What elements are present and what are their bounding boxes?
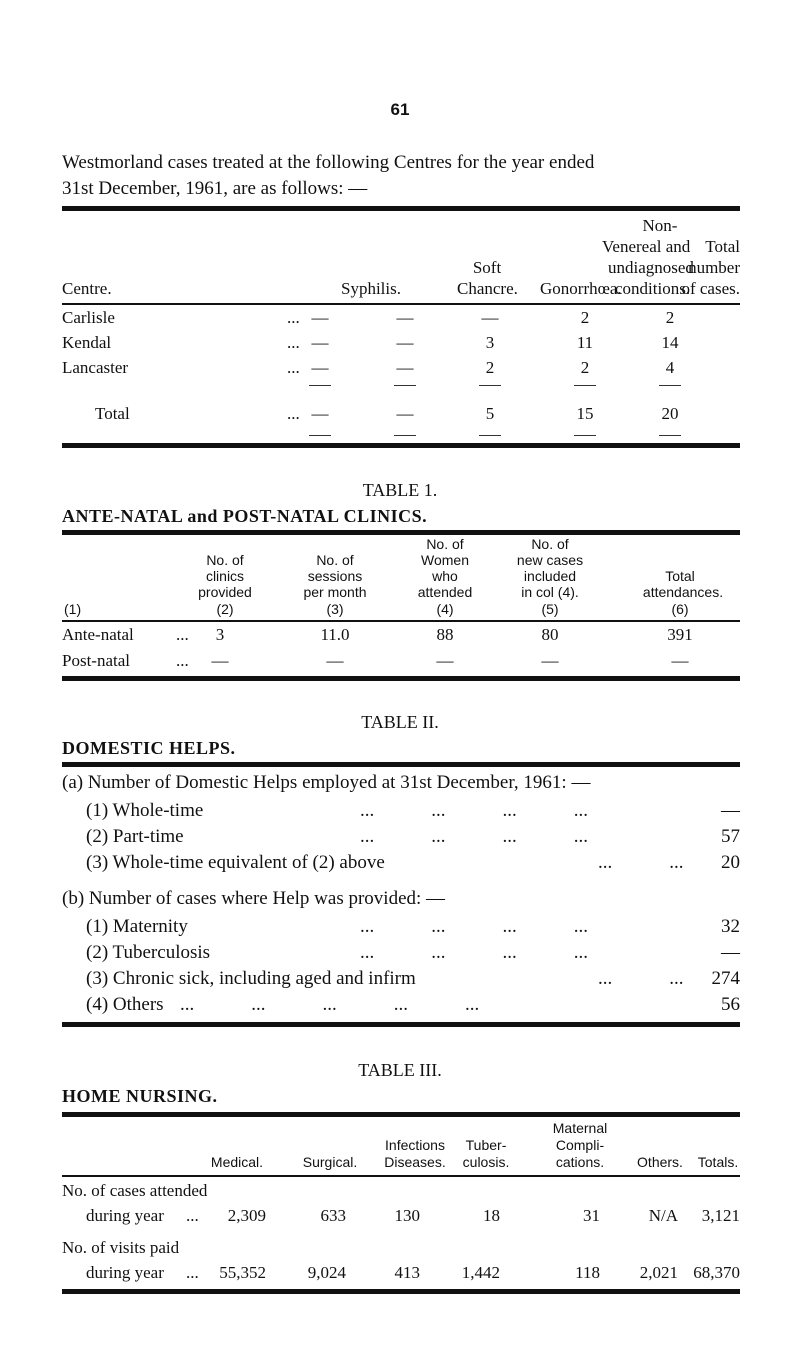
item-label: (3) Chronic sick, including aged and infirm bbox=[86, 968, 416, 989]
col-header-total-2: number bbox=[688, 258, 740, 277]
item-label: (3) Whole-time equivalent of (2) above bbox=[86, 852, 385, 873]
row-sessions: 11.0 bbox=[320, 625, 350, 644]
row-medical: 2,309 bbox=[227, 1206, 266, 1225]
col-header-tuberculosis: culosis. bbox=[462, 1154, 510, 1170]
leader-dots: ... ... ... ... bbox=[360, 800, 588, 821]
row-label: Ante-natal bbox=[62, 625, 134, 644]
row-label: No. of visits paid bbox=[62, 1238, 180, 1257]
item-label: (2) Part-time bbox=[86, 826, 184, 847]
subtotal-rule bbox=[574, 435, 596, 436]
row-label: during year bbox=[86, 1206, 164, 1225]
row-others: 2,021 bbox=[639, 1263, 678, 1282]
total-nonvenereal: 15 bbox=[576, 404, 594, 423]
row-tuberculosis: 18 bbox=[483, 1206, 500, 1225]
col-header-5: included bbox=[523, 568, 577, 584]
row-total: 14 bbox=[661, 333, 679, 352]
row-gonorrhoea: 2 bbox=[485, 358, 495, 377]
col-header-4: who bbox=[432, 568, 458, 584]
col-header-syphilis: Syphilis. bbox=[341, 279, 401, 298]
row-women: — bbox=[436, 651, 454, 670]
row-chancre: — bbox=[396, 308, 414, 327]
row-syphilis: — bbox=[311, 308, 329, 327]
col-header-5: No. of bbox=[531, 536, 569, 552]
col-header-tuberculosis: Tuber- bbox=[465, 1137, 507, 1153]
table3-label: TABLE III. bbox=[358, 1060, 442, 1080]
row-totals: 3,121 bbox=[701, 1206, 740, 1225]
col-header-4: (4) bbox=[436, 601, 454, 617]
col-header-maternal: Compli- bbox=[555, 1137, 605, 1153]
header-rule bbox=[62, 1175, 740, 1177]
item-label: (1) Whole-time bbox=[86, 800, 204, 821]
col-header-infections: Diseases. bbox=[384, 1154, 446, 1170]
col-header-nonvenereal-4: conditions. bbox=[615, 279, 691, 298]
subtotal-rule bbox=[309, 435, 331, 436]
row-attendances: — bbox=[671, 651, 689, 670]
row-women: 88 bbox=[436, 625, 454, 644]
total-chancre: — bbox=[396, 404, 414, 423]
table1-title: ANTE-NATAL and POST-NATAL CLINICS. bbox=[62, 506, 428, 526]
table-top-rule bbox=[62, 1112, 740, 1117]
row-infections: 130 bbox=[394, 1206, 420, 1225]
item-value: — bbox=[721, 942, 740, 963]
subtotal-rule bbox=[574, 385, 596, 386]
subtotal-rule bbox=[394, 435, 416, 436]
row-syphilis: — bbox=[311, 358, 329, 377]
table2-label: TABLE II. bbox=[361, 712, 439, 732]
total-label: Total bbox=[95, 404, 130, 423]
row-sessions: — bbox=[326, 651, 344, 670]
table3-title: HOME NURSING. bbox=[62, 1086, 218, 1106]
table-top-rule bbox=[62, 530, 740, 535]
item-label: (4) Others bbox=[86, 994, 164, 1015]
leader-dots: ... bbox=[287, 308, 300, 327]
col-header-5: new cases bbox=[516, 552, 584, 568]
col-header-5: (5) bbox=[541, 601, 559, 617]
row-gonorrhoea: 3 bbox=[485, 333, 495, 352]
col-header-4: No. of bbox=[426, 536, 464, 552]
item-value: 57 bbox=[721, 826, 740, 847]
row-centre: Lancaster bbox=[62, 358, 129, 377]
table-bottom-rule bbox=[62, 1022, 740, 1027]
row-label: No. of cases attended bbox=[62, 1181, 208, 1200]
row-attendances: 391 bbox=[667, 625, 693, 644]
item-value: 274 bbox=[711, 968, 740, 989]
table2-title: DOMESTIC HELPS. bbox=[62, 738, 236, 758]
row-label: Post-natal bbox=[62, 651, 130, 670]
col-header-maternal: cations. bbox=[555, 1154, 605, 1170]
row-maternal: 118 bbox=[575, 1263, 600, 1282]
section-b-heading: (b) Number of cases where Help was provided: — bbox=[62, 888, 446, 909]
row-new-cases: — bbox=[541, 651, 559, 670]
col-header-nonvenereal-3: undiagnosed bbox=[608, 258, 694, 277]
table-bottom-rule bbox=[62, 676, 740, 681]
total-total: 20 bbox=[661, 404, 679, 423]
intro-line-2: 31st December, 1961, are as follows: — bbox=[62, 178, 368, 199]
item-label: (1) Maternity bbox=[86, 916, 188, 937]
row-clinics: 3 bbox=[215, 625, 225, 644]
col-header-4: attended bbox=[417, 584, 473, 600]
table1-label: TABLE 1. bbox=[362, 480, 438, 500]
col-header-6: attendances. bbox=[642, 584, 724, 600]
col-header-others: Others. bbox=[637, 1154, 683, 1170]
item-value: 32 bbox=[721, 916, 740, 937]
col-header-nonvenereal-2: Venereal and bbox=[602, 237, 691, 256]
col-header-totals: Totals. bbox=[697, 1154, 739, 1170]
leader-dots: ... ... ... ... bbox=[360, 942, 588, 963]
col-header-maternal: Maternal bbox=[552, 1120, 608, 1136]
leader-dots: ... ... ... ... bbox=[360, 916, 588, 937]
col-header-2: (2) bbox=[216, 601, 234, 617]
col-header-total-1: Total bbox=[705, 237, 740, 256]
leader-dots: ... bbox=[186, 1206, 199, 1225]
leader-dots: ... ... ... ... ... bbox=[180, 994, 480, 1015]
row-syphilis: — bbox=[311, 333, 329, 352]
col-header-chancre-1: Soft bbox=[472, 258, 502, 277]
subtotal-rule bbox=[659, 435, 681, 436]
leader-dots: ... ... ... ... bbox=[360, 826, 588, 847]
leader-dots: ... ... bbox=[598, 968, 684, 989]
row-medical: 55,352 bbox=[219, 1263, 266, 1282]
table-bottom-rule bbox=[62, 443, 740, 448]
col-header-chancre-2: Chancre. bbox=[457, 279, 518, 298]
table-top-rule bbox=[62, 206, 740, 211]
col-header-gonorrhoea: Gonorrhœa. bbox=[540, 279, 622, 298]
col-header-surgical: Surgical. bbox=[302, 1154, 358, 1170]
col-header-2: provided bbox=[198, 584, 252, 600]
item-value: 20 bbox=[721, 852, 740, 873]
page-number: 61 bbox=[390, 100, 410, 119]
col-header-1: (1) bbox=[64, 601, 82, 617]
table-bottom-rule bbox=[62, 1289, 740, 1294]
leader-dots: ... bbox=[176, 651, 189, 670]
table-top-rule bbox=[62, 762, 740, 767]
col-header-2: clinics bbox=[205, 568, 245, 584]
leader-dots: ... bbox=[287, 404, 300, 423]
col-header-4: Women bbox=[421, 552, 469, 568]
item-value: — bbox=[721, 800, 740, 821]
col-header-2: No. of bbox=[206, 552, 244, 568]
col-header-3: per month bbox=[303, 584, 367, 600]
row-nonvenereal: 2 bbox=[580, 358, 590, 377]
col-header-6: Total bbox=[665, 568, 695, 584]
row-nonvenereal: 2 bbox=[580, 308, 590, 327]
subtotal-rule bbox=[479, 435, 501, 436]
row-chancre: — bbox=[396, 333, 414, 352]
col-header-medical: Medical. bbox=[210, 1154, 264, 1170]
row-totals: 68,370 bbox=[693, 1263, 740, 1282]
subtotal-rule bbox=[394, 385, 416, 386]
col-header-total-3: of cases. bbox=[681, 279, 740, 298]
row-nonvenereal: 11 bbox=[576, 333, 594, 352]
subtotal-rule bbox=[479, 385, 501, 386]
total-syphilis: — bbox=[311, 404, 329, 423]
item-value: 56 bbox=[721, 994, 740, 1015]
col-header-centre: Centre. bbox=[62, 279, 112, 298]
leader-dots: ... bbox=[287, 333, 300, 352]
col-header-3: No. of bbox=[316, 552, 354, 568]
col-header-3: (3) bbox=[326, 601, 344, 617]
col-header-infections: Infections bbox=[385, 1137, 445, 1153]
row-others: N/A bbox=[648, 1206, 678, 1225]
row-surgical: 9,024 bbox=[307, 1263, 346, 1282]
row-tuberculosis: 1,442 bbox=[461, 1263, 500, 1282]
leader-dots: ... bbox=[176, 625, 189, 644]
col-header-3: sessions bbox=[307, 568, 363, 584]
leader-dots: ... bbox=[186, 1263, 199, 1282]
row-maternal: 31 bbox=[583, 1206, 600, 1225]
row-infections: 413 bbox=[394, 1263, 420, 1282]
col-header-nonvenereal-1: Non- bbox=[642, 216, 678, 235]
header-rule bbox=[62, 620, 740, 622]
total-gonorrhoea: 5 bbox=[485, 404, 495, 423]
row-surgical: 633 bbox=[320, 1206, 346, 1225]
row-new-cases: 80 bbox=[541, 625, 559, 644]
row-chancre: — bbox=[396, 358, 414, 377]
leader-dots: ... bbox=[287, 358, 300, 377]
row-total: 2 bbox=[665, 308, 675, 327]
subtotal-rule bbox=[309, 385, 331, 386]
row-centre: Carlisle bbox=[62, 308, 115, 327]
row-total: 4 bbox=[665, 358, 675, 377]
row-clinics: — bbox=[211, 651, 229, 670]
leader-dots: ... ... bbox=[598, 852, 684, 873]
section-a-heading: (a) Number of Domestic Helps employed at 31st December, 1961: — bbox=[62, 772, 591, 793]
item-label: (2) Tuberculosis bbox=[86, 942, 211, 963]
col-header-5: in col (4). bbox=[521, 584, 579, 600]
header-rule bbox=[62, 303, 740, 305]
row-gonorrhoea: — bbox=[481, 308, 499, 327]
col-header-6: (6) bbox=[671, 601, 689, 617]
row-centre: Kendal bbox=[62, 333, 112, 352]
row-label: during year bbox=[86, 1263, 164, 1282]
intro-line-1: Westmorland cases treated at the following Centres for the year ended bbox=[62, 152, 595, 173]
subtotal-rule bbox=[659, 385, 681, 386]
